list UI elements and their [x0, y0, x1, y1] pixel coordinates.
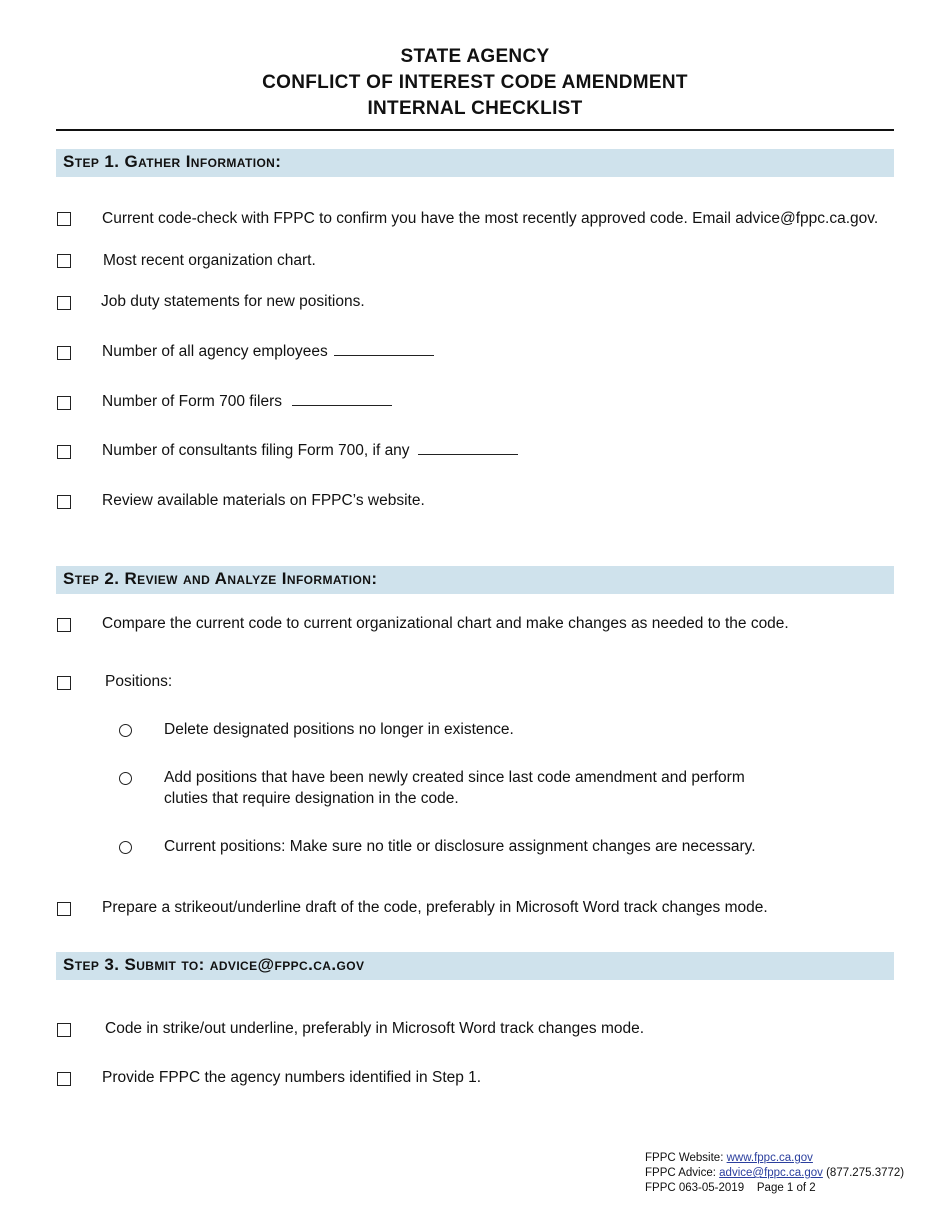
item-current-code: Current code-check with FPPC to confirm you have the most recently approved code. Email advice@fppc.ca.gov.: [102, 210, 879, 227]
item-code-strikeout: Code in strike/out underline, preferably in Microsoft Word track changes mode.: [105, 1020, 645, 1037]
checkbox-employees[interactable]: [57, 346, 71, 360]
item-employees-label: Number of all agency employees: [102, 343, 328, 360]
step1-heading: Step 1. Gather Information:: [63, 152, 282, 171]
title-line-3: INTERNAL CHECKLIST: [367, 98, 583, 119]
footer-page-number: Page 1 of 2: [756, 1182, 816, 1194]
checkbox-job-duty[interactable]: [57, 296, 71, 310]
footer-advice-line: [645, 1166, 904, 1181]
sub-current-positions: Current positions: Make sure no title or disclosure assignment changes are necessary.: [164, 838, 756, 855]
step3-heading: Step 3. Submit to: advice@fppc.ca.gov: [63, 955, 365, 974]
item-positions: Positions:: [105, 673, 173, 690]
step2-heading-bar: [56, 566, 894, 594]
checkbox-agency-numbers[interactable]: [57, 1072, 71, 1086]
header-rule: [56, 129, 894, 131]
checkbox-positions[interactable]: [57, 676, 71, 690]
footer-phone: (877.275.3772): [826, 1167, 905, 1179]
item-consultants: [102, 442, 518, 460]
item-prepare-draft: Prepare a strikeout/underline draft of the code, preferably in Microsoft Word track changes mode.: [102, 899, 768, 916]
item-form700-filers: [102, 393, 392, 411]
checkbox-code-strikeout[interactable]: [57, 1023, 71, 1037]
consultants-count-field[interactable]: [418, 442, 518, 455]
step3-heading-bar: [56, 952, 894, 980]
checkbox-current-code[interactable]: [57, 212, 71, 226]
checkbox-form700-filers[interactable]: [57, 396, 71, 410]
footer-advice-label: FPPC Advice:: [645, 1167, 716, 1179]
footer-website-link[interactable]: www.fppc.ca.gov: [726, 1152, 813, 1164]
radio-current-positions[interactable]: [119, 841, 132, 854]
footer-website-label: FPPC Website:: [645, 1152, 724, 1164]
checkbox-prepare-draft[interactable]: [57, 902, 71, 916]
item-consultants-label: Number of consultants filing Form 700, if any: [102, 442, 410, 459]
item-org-chart: Most recent organization chart.: [103, 252, 316, 269]
item-form700-filers-label: Number of Form 700 filers: [102, 393, 283, 410]
footer-website-line: [645, 1151, 813, 1166]
item-review-materials: Review available materials on FPPC’s website.: [102, 492, 425, 509]
item-employees: [102, 343, 434, 361]
item-agency-numbers: Provide FPPC the agency numbers identified in Step 1.: [102, 1069, 482, 1086]
footer-form-code: FPPC 063-05-2019: [645, 1182, 745, 1194]
checkbox-compare-code[interactable]: [57, 618, 71, 632]
employees-count-field[interactable]: [334, 343, 434, 356]
checkbox-consultants[interactable]: [57, 445, 71, 459]
sub-add-positions-line2: cluties that require designation in the code.: [164, 790, 459, 807]
form700-filers-count-field[interactable]: [292, 393, 392, 406]
sub-add-positions-line1: Add positions that have been newly created since last code amendment and perform: [164, 769, 745, 786]
checkbox-org-chart[interactable]: [57, 254, 71, 268]
sub-delete-positions: Delete designated positions no longer in existence.: [164, 721, 514, 738]
title-line-1: STATE AGENCY: [400, 46, 550, 67]
item-job-duty: Job duty statements for new positions.: [101, 293, 365, 310]
footer-advice-link[interactable]: advice@fppc.ca.gov: [719, 1167, 823, 1179]
item-compare-code: Compare the current code to current organizational chart and make changes as needed to the code.: [102, 615, 789, 632]
radio-delete-positions[interactable]: [119, 724, 132, 737]
checkbox-review-materials[interactable]: [57, 495, 71, 509]
footer-form-line: [645, 1181, 816, 1196]
title-line-2: CONFLICT OF INTEREST CODE AMENDMENT: [262, 72, 688, 93]
radio-add-positions[interactable]: [119, 772, 132, 785]
step1-heading-bar: [56, 149, 894, 177]
step2-heading: Step 2. Review and Analyze Information:: [63, 569, 378, 588]
